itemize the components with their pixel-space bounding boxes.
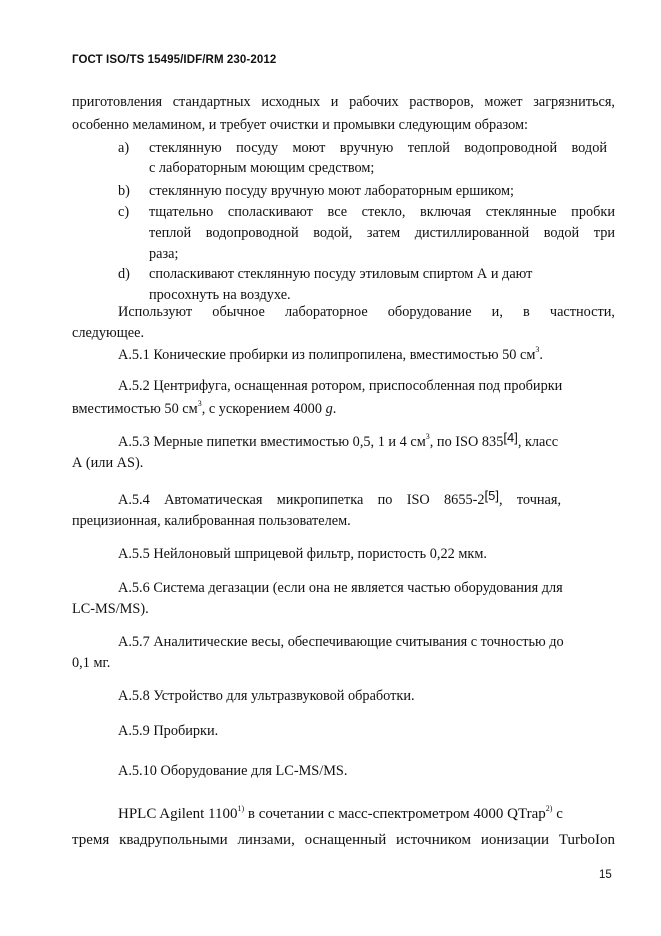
list-item-d-line-2: просохнуть на воздухе. — [149, 287, 291, 303]
list-item-c-line-2: теплой водопроводной водой, затем дистиллированной водой три — [149, 225, 615, 241]
list-item-a-line-1: стеклянную посуду моют вручную теплой водопроводной водой — [149, 140, 607, 156]
item-a52-line-1: А.5.2 Центрифуга, оснащенная ротором, приспособленная под пробирки — [118, 378, 563, 394]
intro-line-2: особенно меламином, и требует очистки и промывки следующим образом: — [72, 117, 529, 133]
item-a54-ref: [5] — [484, 488, 499, 503]
item-a53-line1-pre: А.5.3 Мерные пипетки вместимостью 0,5, 1 и 4 см — [118, 434, 426, 450]
item-a52-g: g — [325, 401, 333, 417]
equipment-intro-line-2: следующее. — [72, 325, 145, 341]
item-a53-line1-mid: , по ISO 835 — [429, 434, 504, 450]
item-a52-sup: 3 — [197, 399, 202, 408]
item-a59: А.5.9 Пробирки. — [118, 723, 219, 739]
item-a52-line2-pre: вместимостью 50 см — [72, 401, 198, 417]
list-label-c: c) — [118, 204, 130, 220]
hplc-mid: в сочетании с масс-спектрометром 4000 QTrap — [244, 806, 546, 822]
hplc-sup-2: 2) — [545, 804, 553, 813]
item-a58: А.5.8 Устройство для ультразвуковой обработки. — [118, 688, 415, 704]
item-a510: А.5.10 Оборудование для LC-MS/MS. — [118, 763, 348, 779]
item-a54-line1-end: , точная, — [499, 492, 562, 508]
item-a53-line-2: А (или AS). — [72, 455, 144, 471]
list-label-d: d) — [118, 266, 130, 282]
item-a52-line-2 — [72, 401, 336, 417]
item-a57-line-1: А.5.7 Аналитические весы, обеспечивающие считывания с точностью до — [118, 634, 564, 650]
document-header: ГОСТ ISO/TS 15495/IDF/RM 230-2012 — [72, 54, 277, 66]
hplc-sup-1: 1) — [237, 804, 245, 813]
item-a55: А.5.5 Нейлоновый шприцевой фильтр, пористость 0,22 мкм. — [118, 546, 487, 562]
list-item-c-line-1: тщательно споласкивают все стекло, включая стеклянные пробки — [149, 204, 615, 220]
item-a51-end: . — [539, 347, 543, 363]
item-a54-line-1 — [118, 488, 562, 508]
item-a54-line1-pre: А.5.4 Автоматическая микропипетка по ISO 8655-2 — [118, 492, 485, 508]
item-a53-line1-end: , класс — [517, 434, 559, 450]
list-label-b: b) — [118, 183, 130, 199]
list-item-d-line-1: споласкивают стеклянную посуду этиловым спиртом А и дают — [149, 266, 533, 282]
equipment-intro-line-1: Используют обычное лабораторное оборудование и, в частности, — [118, 304, 615, 320]
item-a51-text: А.5.1 Конические пробирки из полипропилена, вместимостью 50 см — [118, 347, 536, 363]
list-item-a-line-2: с лабораторным моющим средством; — [149, 160, 375, 176]
list-item-b-line-1: стеклянную посуду вручную моют лабораторным ершиком; — [149, 183, 515, 199]
item-a51-sup: 3 — [535, 345, 540, 354]
item-a56-line-2: LC-MS/MS). — [72, 601, 149, 617]
item-a57-line-2: 0,1 мг. — [72, 655, 111, 671]
list-label-a: a) — [118, 140, 130, 156]
hplc-line-2: тремя квадрупольными линзами, оснащенный источником ионизации TurboIon — [72, 832, 615, 848]
item-a54-line-2: прецизионная, калиброванная пользователем. — [72, 513, 351, 529]
item-a53-ref: [4] — [503, 430, 518, 445]
hplc-end: с — [552, 806, 563, 822]
item-a51 — [118, 347, 543, 363]
item-a53-line-1 — [118, 430, 559, 450]
list-item-c-line-3: раза; — [149, 246, 179, 262]
intro-line-1: приготовления стандартных исходных и рабочих растворов, может загрязниться, — [72, 94, 615, 110]
hplc-pre: HPLC Agilent 1100 — [118, 806, 238, 822]
page-number: 15 — [599, 869, 612, 881]
item-a53-sup: 3 — [425, 432, 430, 441]
item-a56-line-1: А.5.6 Система дегазации (если она не является частью оборудования для — [118, 580, 563, 596]
hplc-line-1 — [118, 806, 563, 822]
item-a52-end: . — [332, 401, 337, 417]
item-a52-line2-mid: , с ускорением 4000 — [201, 401, 326, 417]
